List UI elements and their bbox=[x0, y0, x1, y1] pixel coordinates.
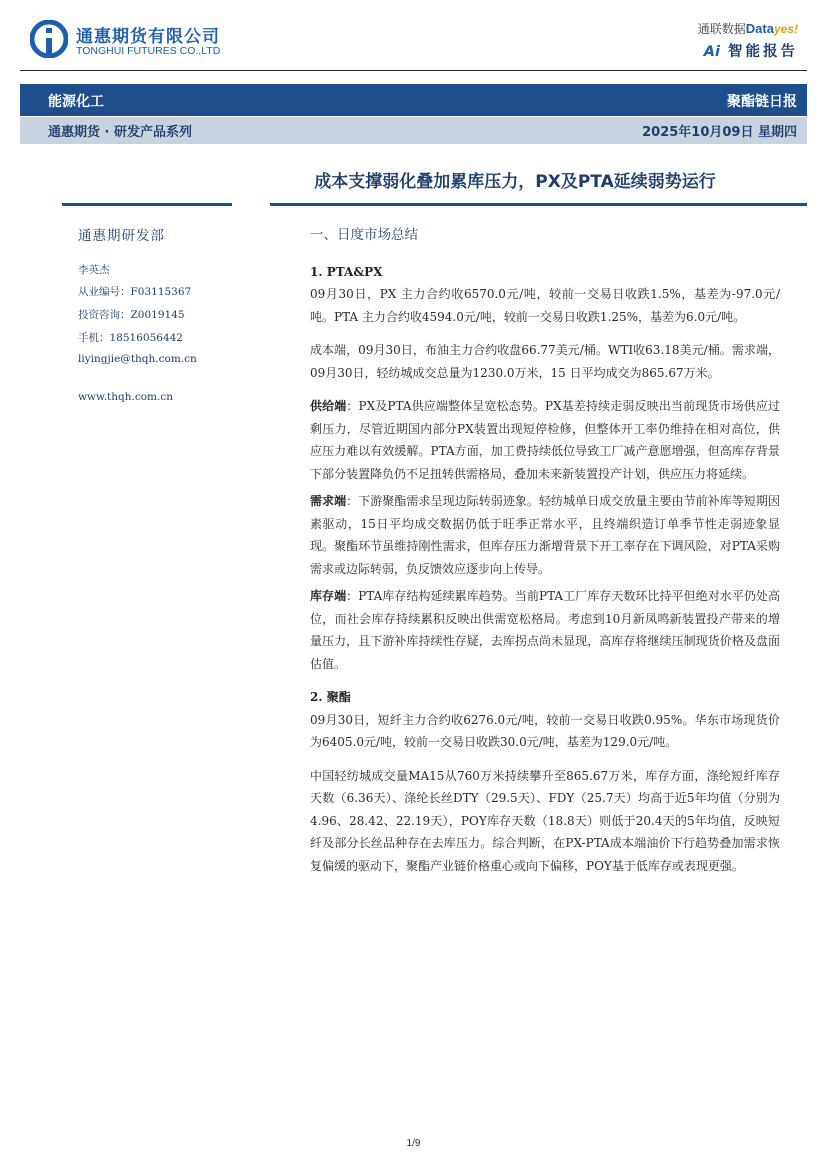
research-dept: 通惠期研发部 bbox=[78, 228, 165, 244]
title-rule bbox=[270, 203, 807, 206]
header-divider bbox=[20, 70, 807, 71]
sector-label: 能源化工 bbox=[48, 94, 104, 110]
subsection-heading-polyester: 2. 聚酯 bbox=[310, 690, 351, 704]
advisory-license: 投资咨询：Z0019145 bbox=[78, 309, 185, 321]
company-name-en: TONGHUI FUTURES CO.,LTD bbox=[76, 45, 221, 57]
report-date: 2025年10月09日 星期四 bbox=[642, 125, 797, 140]
report-type-label: 聚酯链日报 bbox=[727, 94, 797, 110]
subsection-heading-pta-px: 1. PTA&PX bbox=[310, 264, 383, 279]
series-label: 通惠期货 · 研发产品系列 bbox=[48, 125, 192, 140]
company-logo-icon bbox=[30, 20, 68, 58]
brand-report: 智能报告 bbox=[728, 44, 798, 60]
analyst-email[interactable]: liyingjie@thqh.com.cn bbox=[78, 353, 197, 365]
paragraph-demand bbox=[310, 490, 780, 580]
paragraph-supply bbox=[310, 395, 780, 485]
ai-report-brand bbox=[704, 40, 798, 61]
datayes-brand bbox=[698, 20, 798, 37]
supply-label: 供给端 bbox=[310, 399, 347, 413]
paragraph-inventory-days: 中国轻纺城成交量MA15从760万米持续攀升至865.67万米，库存方面，涤纶短纤库存天数（6.36天）、涤纶长丝DTY（29.5天）、FDY（25.7天）均高于近5年均值（分别为4.96、28.42、22.19天），POY库存天数（18.8天）则低于20.4天的5年均值，反映短纤及部分长丝品种存在去库压力。综合判断，在PX-PTA成本端油价下行趋势叠加需求恢复偏缓的驱动下，聚酯产业链价格重心或向下偏移，POY基于低库存或表现更强。 bbox=[310, 768, 780, 873]
demand-label: 需求端 bbox=[310, 494, 347, 508]
supply-text: ：PX及PTA供应端整体呈宽松态势。PX基差持续走弱反映出当前现货市场供应过剩压力，尽管近期国内部分PX装置出现短停检修，但整体开工率仍维持在相对高位，供应压力难以有效缓解。PTA方面，加工费持续低位导致工厂减产意愿增强，但高库存背景下部分装置降负仍不足扭转供需格局，叠加未来新装置投产计划，供应压力将延续。 bbox=[310, 399, 780, 481]
analyst-name: 李英杰 bbox=[78, 264, 110, 276]
inventory-text: ：PTA库存结构延续累库趋势。当前PTA工厂库存天数环比持平但绝对水平仍处高位，而社会库存持续累积反映出供需宽松格局。考虑到10月新凤鸣新装置投产带来的增量压力，且下游补库持续性存疑，去库拐点尚未显现，高库存将继续压制现货价格及盘面估值。 bbox=[310, 589, 780, 671]
paragraph-staple-fiber: 09月30日，短纤主力合约收6276.0元/吨，较前一交易日收跌0.95%。华东市场现货价为6405.0元/吨，较前一交易日收跌30.0元/吨，基差为129.0元/吨。 bbox=[310, 712, 780, 749]
section-heading: 一、日度市场总结 bbox=[310, 227, 418, 243]
sidebar-rule bbox=[62, 203, 232, 206]
brand-yes: yes! bbox=[773, 22, 798, 36]
brand-prefix: 通联数据 bbox=[697, 22, 746, 36]
inventory-label: 库存端 bbox=[310, 589, 347, 603]
company-website[interactable]: www.thqh.com.cn bbox=[78, 391, 173, 403]
page-number: 1/9 bbox=[406, 1138, 421, 1149]
main-content bbox=[310, 224, 780, 888]
paragraph-cost-demand: 成本端，09月30日，布油主力合约收盘66.77美元/桶。WTI收63.18美元/桶。需求端，09月30日，轻纺城成交总量为1230.0万米，15 日平均成交为865.67万米。 bbox=[310, 343, 780, 380]
demand-text: ：下游聚酯需求呈现边际转弱迹象。轻纺城单日成交放量主要由节前补库等短期因素驱动，15日平均成交数据仍低于旺季正常水平，且终端织造订单季节性走弱迹象显现。聚酯环节虽维持刚性需求，但库存压力渐增背景下开工率存在下调风险，对PTA采购需求或边际转弱，负反馈效应逐步向上传导。 bbox=[310, 494, 780, 576]
analyst-phone: 手机：18516056442 bbox=[78, 332, 183, 344]
paragraph-futures-prices: 09月30日，PX 主力合约收6570.0元/吨，较前一交易日收跌1.5%，基差为-97.0元/吨。PTA 主力合约收4594.0元/吨，较前一交易日收跌1.25%，基差为6.0元/吨。 bbox=[310, 287, 780, 324]
paragraph-inventory bbox=[310, 585, 780, 675]
report-title: 成本支撑弱化叠加累库压力，PX及PTA延续弱势运行 bbox=[314, 172, 716, 192]
company-name-cn: 通惠期货有限公司 bbox=[76, 27, 220, 47]
practice-license: 从业编号：F03115367 bbox=[78, 286, 192, 298]
sector-banner bbox=[20, 84, 807, 116]
brand-data: Data bbox=[745, 21, 774, 36]
brand-ai: Ai bbox=[703, 44, 720, 60]
